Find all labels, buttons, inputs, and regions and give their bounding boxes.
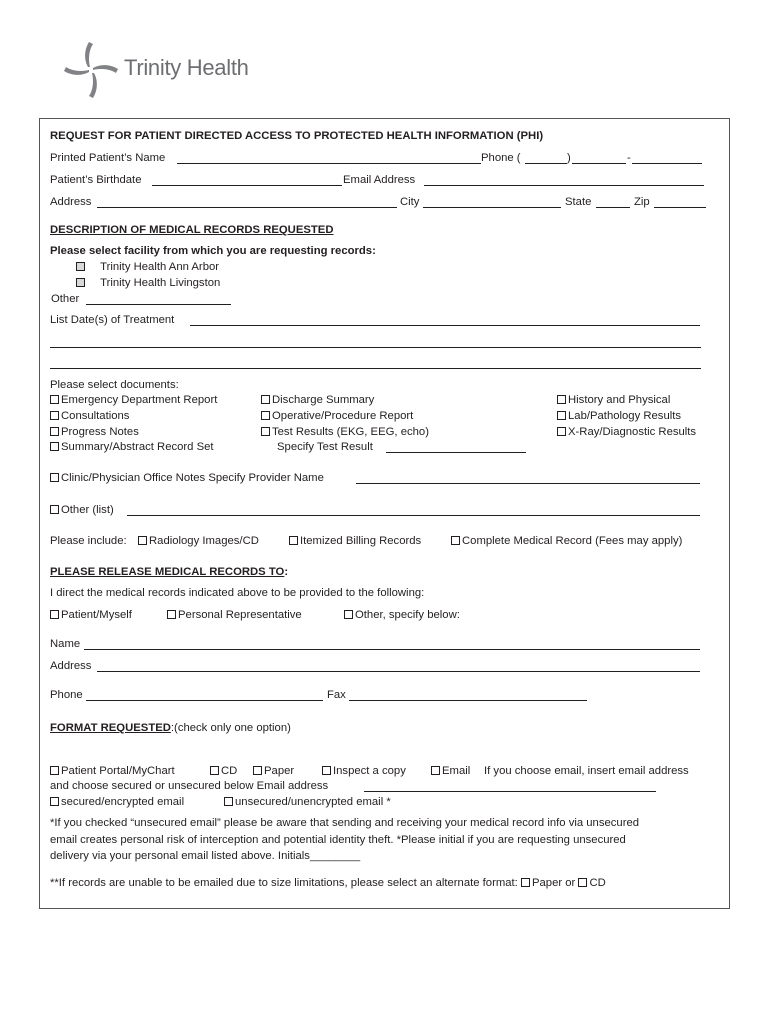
checkbox[interactable] xyxy=(50,797,59,806)
email-unsecured-option[interactable] xyxy=(224,795,391,809)
release-option-label: Personal Representative xyxy=(178,609,302,621)
size-note-text: **If records are unable to be emailed due to size limitations, please select an alternate format: xyxy=(50,877,518,889)
facility-option-livingston[interactable] xyxy=(76,276,220,290)
specify-test-label: Specify Test Result xyxy=(277,441,373,453)
doc-option-lab[interactable] xyxy=(557,409,681,423)
email-label: Email Address xyxy=(343,174,416,186)
phone-label: Phone ( xyxy=(481,152,521,164)
city-field[interactable] xyxy=(423,207,561,208)
release-address-field[interactable] xyxy=(97,671,700,672)
other-list-field[interactable] xyxy=(127,515,700,516)
trinity-health-logo xyxy=(62,40,272,102)
trinity-cross-logo-icon xyxy=(62,40,120,100)
doc-label: Test Results (EKG, EEG, echo) xyxy=(272,426,429,438)
checkbox[interactable] xyxy=(451,536,460,545)
patient-name-label: Printed Patient’s Name xyxy=(50,152,166,164)
checkbox[interactable] xyxy=(289,536,298,545)
phone-dash: - xyxy=(627,152,631,164)
provider-name-field[interactable] xyxy=(356,483,700,484)
email-instruction: If you choose email, insert email address xyxy=(484,765,689,777)
treatment-dates-field[interactable] xyxy=(190,325,700,326)
other-facility-field[interactable] xyxy=(86,304,231,305)
fax-field[interactable] xyxy=(349,700,587,701)
checkbox[interactable] xyxy=(224,797,233,806)
include-complete-record[interactable] xyxy=(451,534,682,548)
treatment-dates-label: List Date(s) of Treatment xyxy=(50,314,175,326)
form-title: REQUEST FOR PATIENT DIRECTED ACCESS TO PROTECTED HEALTH INFORMATION (PHI) xyxy=(50,130,544,142)
format-option-label: CD xyxy=(221,765,238,777)
doc-label: Emergency Department Report xyxy=(61,394,218,406)
phone-area-code-field[interactable] xyxy=(525,163,567,164)
checkbox[interactable] xyxy=(76,262,85,271)
doc-option-discharge[interactable] xyxy=(261,393,374,407)
doc-label: Discharge Summary xyxy=(272,394,375,406)
specify-test-field[interactable] xyxy=(386,452,526,453)
patient-name-field[interactable] xyxy=(177,163,481,164)
release-heading-text: PLEASE RELEASE MEDICAL RECORDS TO xyxy=(50,566,285,578)
format-option-label: Email xyxy=(442,765,471,777)
checkbox[interactable] xyxy=(138,536,147,545)
treatment-dates-line-3[interactable] xyxy=(50,368,701,369)
doc-option-operative[interactable] xyxy=(261,409,413,423)
description-heading: DESCRIPTION OF MEDICAL RECORDS REQUESTED xyxy=(50,224,334,236)
checkbox[interactable] xyxy=(557,427,566,436)
checkbox[interactable] xyxy=(557,395,566,404)
checkbox[interactable] xyxy=(261,427,270,436)
facility-prompt: Please select facility from which you are requesting records: xyxy=(50,245,376,257)
checkbox-alt-cd[interactable] xyxy=(578,878,587,887)
state-label: State xyxy=(565,196,592,208)
doc-label: Consultations xyxy=(61,410,130,422)
other-list-option[interactable] xyxy=(50,503,114,517)
doc-option-history[interactable] xyxy=(557,393,670,407)
format-option-paper[interactable] xyxy=(253,764,294,778)
checkbox[interactable] xyxy=(50,473,59,482)
checkbox[interactable] xyxy=(50,395,59,404)
doc-label: History and Physical xyxy=(568,394,671,406)
size-note xyxy=(50,876,606,890)
format-option-inspect[interactable] xyxy=(322,764,406,778)
doc-option-test-results[interactable] xyxy=(261,425,429,439)
release-option-patient[interactable] xyxy=(50,608,132,622)
release-phone-label: Phone xyxy=(50,689,83,701)
release-name-label: Name xyxy=(50,638,81,650)
release-name-field[interactable] xyxy=(84,649,700,650)
phone-paren: ) xyxy=(567,152,571,164)
checkbox[interactable] xyxy=(50,766,59,775)
release-option-label: Other, specify below: xyxy=(355,609,460,621)
address-field[interactable] xyxy=(97,207,397,208)
format-option-label: Inspect a copy xyxy=(333,765,406,777)
release-phone-field[interactable] xyxy=(86,700,323,701)
checkbox[interactable] xyxy=(210,766,219,775)
checkbox[interactable] xyxy=(76,278,85,287)
email-security-label: unsecured/unencrypted email * xyxy=(235,796,391,808)
doc-label: X-Ray/Diagnostic Results xyxy=(568,426,697,438)
phone-prefix-field[interactable] xyxy=(572,163,626,164)
checkbox[interactable] xyxy=(344,610,353,619)
checkbox[interactable] xyxy=(50,610,59,619)
facility-label: Trinity Health Livingston xyxy=(100,277,221,289)
include-radiology[interactable] xyxy=(138,534,259,548)
checkbox[interactable] xyxy=(50,442,59,451)
birthdate-label: Patient’s Birthdate xyxy=(50,174,142,186)
format-option-label: Patient Portal/MyChart xyxy=(61,765,175,777)
checkbox[interactable] xyxy=(557,411,566,420)
doc-label: Summary/Abstract Record Set xyxy=(61,441,214,453)
format-note: :(check only one option) xyxy=(170,722,291,734)
doc-option-xray[interactable] xyxy=(557,425,696,439)
email-security-label: secured/encrypted email xyxy=(61,796,185,808)
facility-option-ann-arbor[interactable] xyxy=(76,260,219,274)
include-label: Please include: xyxy=(50,535,127,547)
checkbox[interactable] xyxy=(261,411,270,420)
email-choose-line: and choose secured or unsecured below Email address xyxy=(50,780,329,792)
format-option-cd[interactable] xyxy=(210,764,237,778)
address-label: Address xyxy=(50,196,92,208)
zip-field[interactable] xyxy=(654,207,706,208)
clinic-notes-option[interactable] xyxy=(50,471,324,485)
phi-request-form xyxy=(39,118,730,909)
format-email-field[interactable] xyxy=(364,791,656,792)
alt-format-cd: CD xyxy=(589,877,606,889)
include-label-text: Radiology Images/CD xyxy=(149,535,259,547)
include-label-text: Itemized Billing Records xyxy=(300,535,422,547)
treatment-dates-line-2[interactable] xyxy=(50,347,701,348)
include-billing[interactable] xyxy=(289,534,421,548)
checkbox[interactable] xyxy=(431,766,440,775)
checkbox[interactable] xyxy=(322,766,331,775)
format-heading-text: FORMAT REQUESTED xyxy=(50,722,171,734)
release-heading xyxy=(50,565,288,579)
birthdate-field[interactable] xyxy=(152,185,342,186)
other-facility-label: Other xyxy=(51,293,80,305)
warning-line-2: email creates personal risk of interception and potential identity theft. *Please initial if you are requesting unsecured xyxy=(50,834,626,846)
checkbox[interactable] xyxy=(50,427,59,436)
logo-text: Trinity Health xyxy=(124,55,249,80)
city-label: City xyxy=(400,196,420,208)
doc-option-summary[interactable] xyxy=(50,440,214,454)
checkbox[interactable] xyxy=(261,395,270,404)
fax-label: Fax xyxy=(327,689,346,701)
format-heading xyxy=(50,721,291,735)
state-field[interactable] xyxy=(596,207,630,208)
doc-option-emergency[interactable] xyxy=(50,393,217,407)
release-direction: I direct the medical records indicated above to be provided to the following: xyxy=(50,587,425,599)
documents-prompt: Please select documents: xyxy=(50,379,179,391)
doc-option-consultations[interactable] xyxy=(50,409,129,423)
format-option-email[interactable] xyxy=(431,764,470,778)
release-heading-colon: : xyxy=(284,566,289,578)
alt-format-paper: Paper or xyxy=(531,877,576,889)
email-secured-option[interactable] xyxy=(50,795,184,809)
clinic-notes-label: Clinic/Physician Office Notes Specify Provider Name xyxy=(61,472,324,484)
release-address-label: Address xyxy=(50,660,92,672)
checkbox[interactable] xyxy=(167,610,176,619)
checkbox-alt-paper[interactable] xyxy=(521,878,530,887)
other-list-label: Other (list) xyxy=(61,504,114,516)
format-option-portal[interactable] xyxy=(50,764,175,778)
checkbox[interactable] xyxy=(253,766,262,775)
doc-label: Operative/Procedure Report xyxy=(272,410,414,422)
warning-line-1: *If you checked “unsecured email” please be aware that sending and receiving your medical record info via unsecured xyxy=(50,817,640,829)
doc-label: Progress Notes xyxy=(61,426,139,438)
doc-label: Lab/Pathology Results xyxy=(568,410,682,422)
checkbox[interactable] xyxy=(50,505,59,514)
warning-line-3: delivery via your personal email listed above. Initials________ xyxy=(50,850,361,862)
email-field[interactable] xyxy=(424,185,704,186)
format-option-label: Paper xyxy=(264,765,295,777)
checkbox[interactable] xyxy=(50,411,59,420)
zip-label: Zip xyxy=(634,196,650,208)
doc-option-progress-notes[interactable] xyxy=(50,425,139,439)
release-option-label: Patient/Myself xyxy=(61,609,132,621)
include-label-text: Complete Medical Record (Fees may apply) xyxy=(462,535,683,547)
release-option-representative[interactable] xyxy=(167,608,302,622)
phone-line-field[interactable] xyxy=(632,163,702,164)
release-option-other[interactable] xyxy=(344,608,460,622)
facility-label: Trinity Health Ann Arbor xyxy=(100,261,220,273)
